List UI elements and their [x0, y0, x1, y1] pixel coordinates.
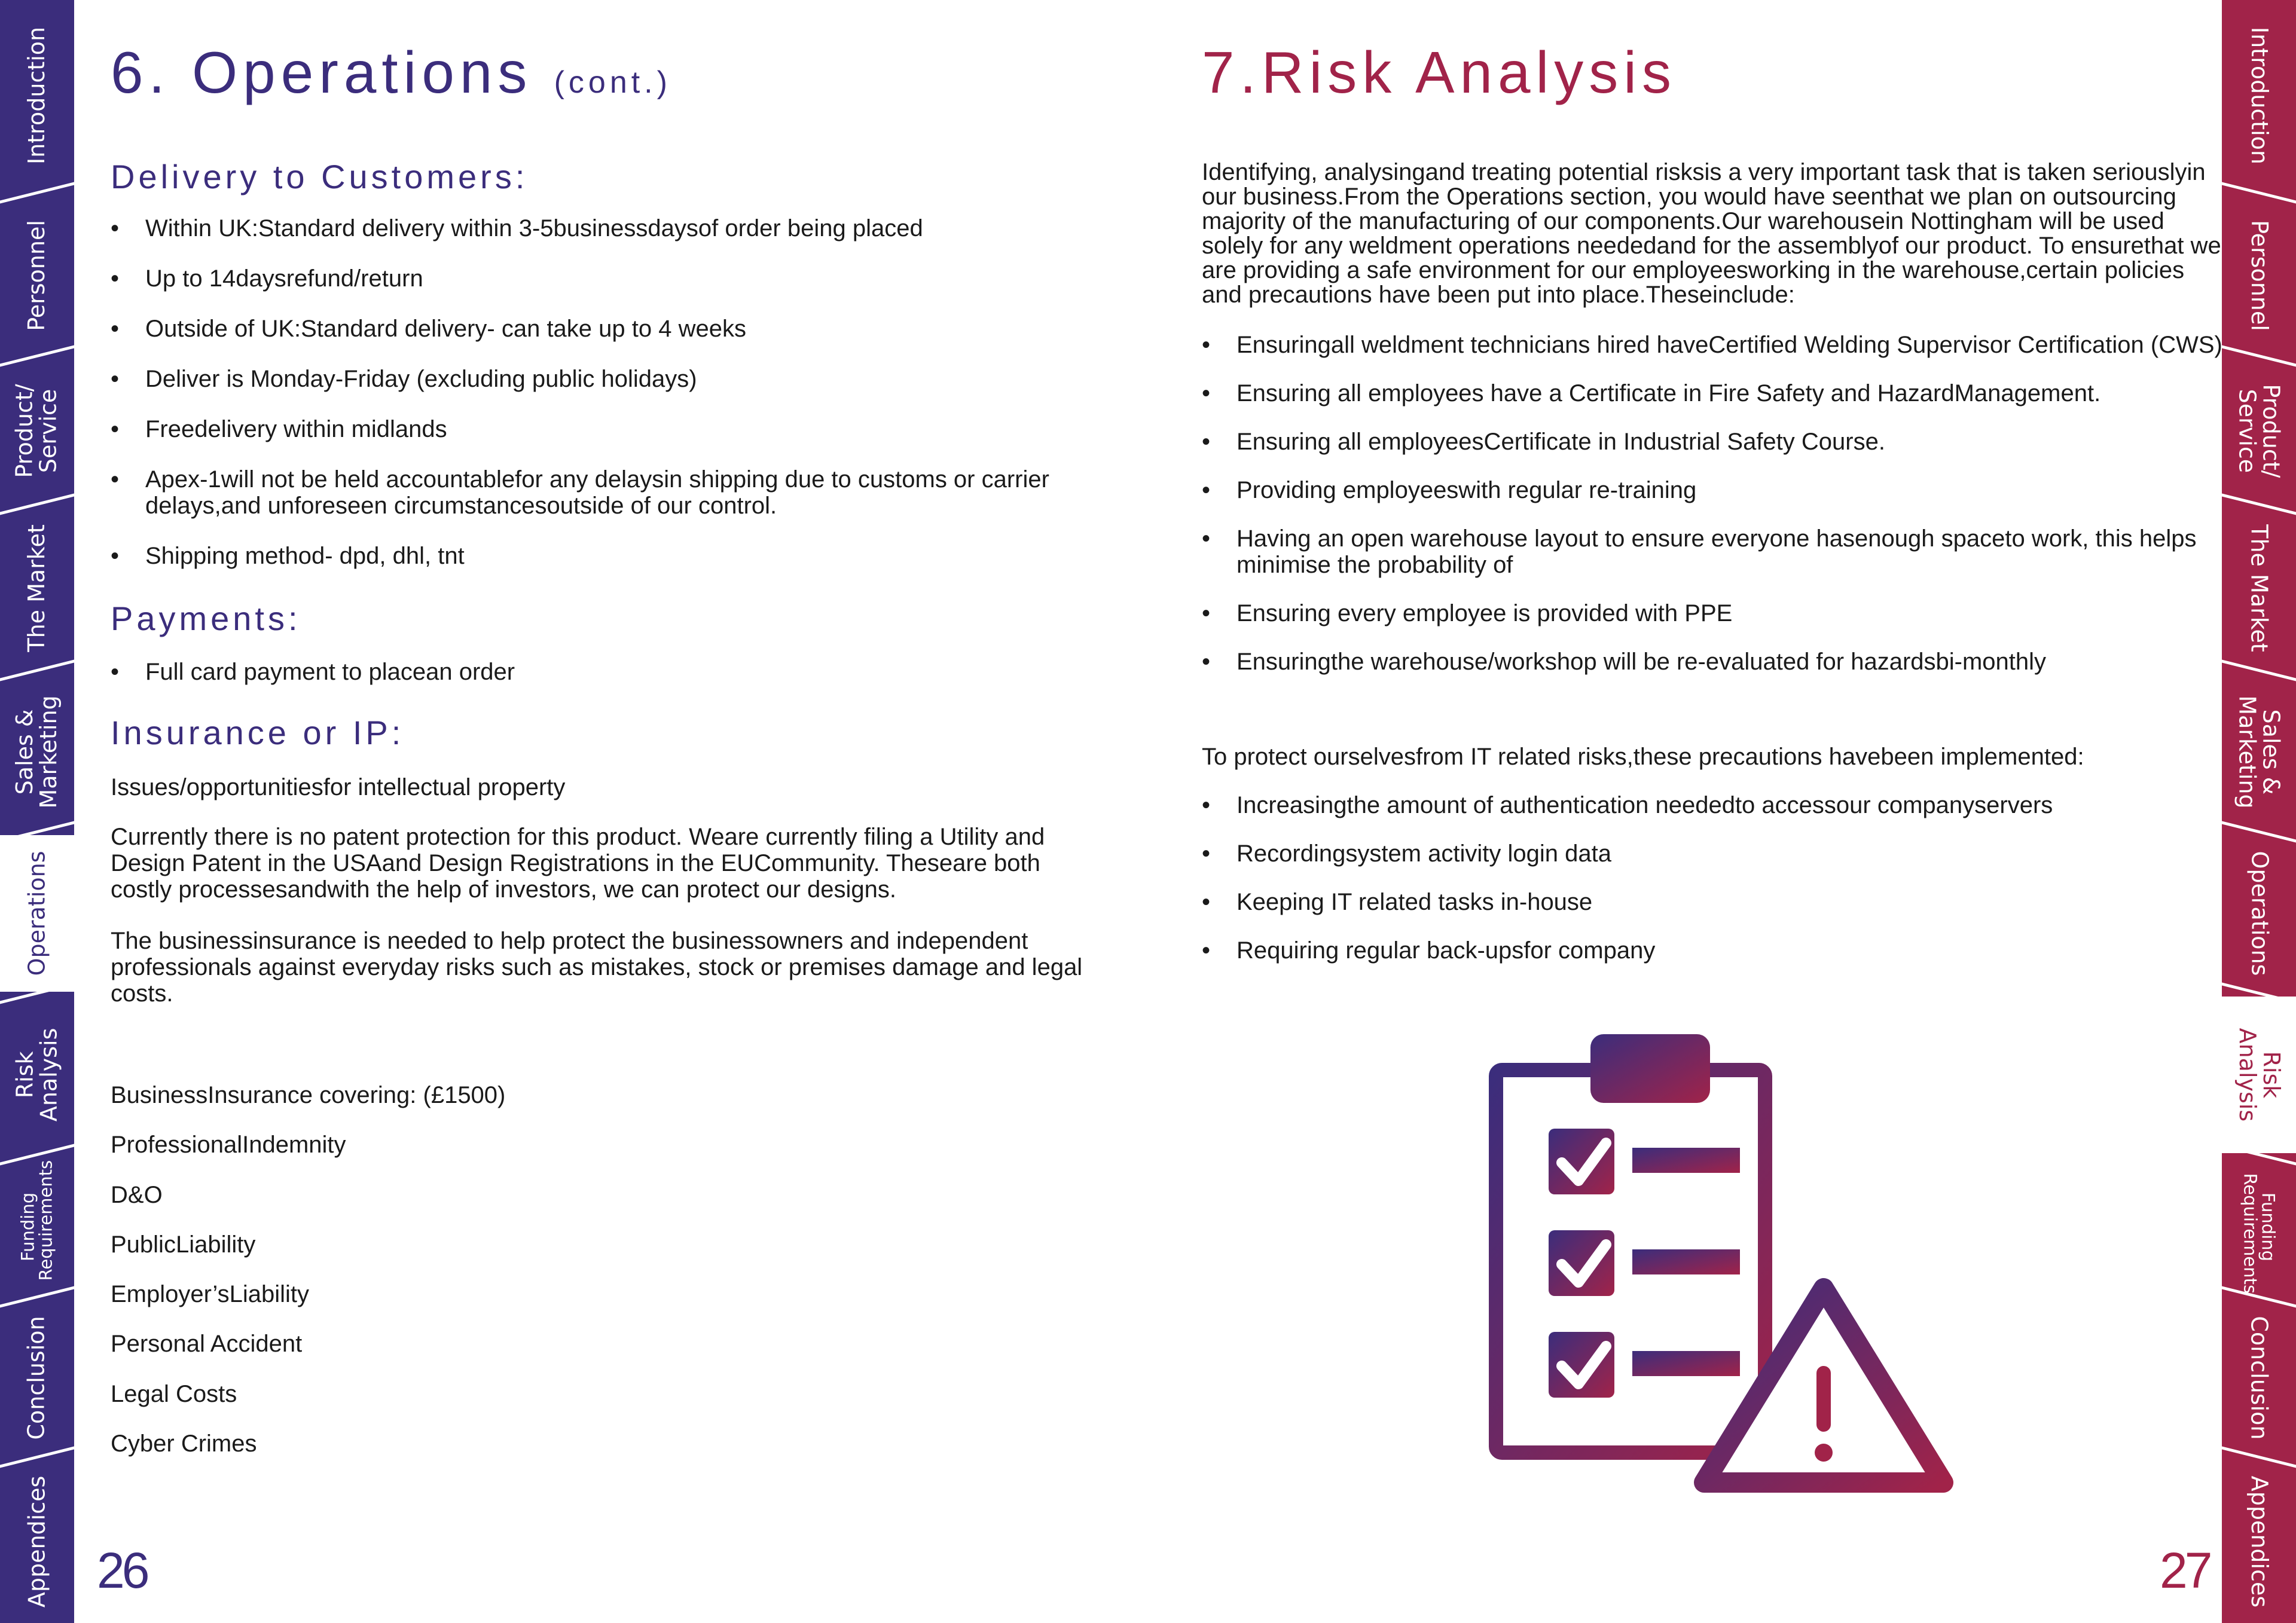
list-item: • Freedelivery within midlands [111, 416, 1067, 442]
coverage-item: PublicLiability [111, 1231, 256, 1258]
insurance-heading: Insurance or IP: [111, 714, 405, 751]
list-item: • Ensuringall weldment technicians hired haveCertified Welding Supervisor Certification (CWS) [1202, 332, 2224, 358]
list-item: • Full card payment to placean order [111, 659, 1067, 685]
list-item: • Keeping IT related tasks in-house [1202, 889, 2224, 915]
coverage-item: Employer’sLiability [111, 1281, 309, 1307]
risk-list [1202, 332, 2224, 675]
page-number: 26 [97, 1542, 147, 1598]
risk-intro: Identifying, analysingand treating potential risksis a very important task that is taken seriouslyin our business.From the Operations section, you would have seenthat we plan on outsourcing majority of the manufacturing of our components.Our warehousein Nottingham will be used solely for any weldment operations neededand for the assemblyof our product. To ensurethat we are providing a safe environment for our employeesworking in the warehouse,certain policies and precautions have been put into place.Theseinclude: [1202, 159, 2221, 308]
list-item: • Ensuring all employees have a Certificate in Fire Safety and HazardManagement. [1202, 380, 2224, 406]
tab-funding-requirements[interactable]: Funding Requirements [2240, 1173, 2279, 1294]
clipboard-checklist-warning-icon [1489, 1028, 1955, 1500]
list-item: • Outside of UK:Standard delivery- can take up to 4 weeks [111, 316, 1067, 342]
tab-the-market[interactable]: The Market [2246, 524, 2273, 652]
tab-introduction[interactable]: Introduction [23, 26, 50, 165]
tab-personnel[interactable]: Personnel [23, 219, 50, 331]
insurance-paragraph: The businessinsurance is needed to help protect the businessowners and independent professionals against everyday risks such as mistakes, stock or premises damage and legal costs. [111, 928, 1083, 1007]
payments-heading: Payments: [111, 600, 301, 637]
delivery-list [111, 215, 1067, 569]
title-suffix: (cont.) [554, 65, 671, 100]
tab-introduction[interactable]: Introduction [2246, 26, 2273, 165]
list-item: • Providing employeeswith regular re-training [1202, 477, 2224, 503]
tab-conclusion[interactable]: Conclusion [2246, 1316, 2273, 1440]
list-item: • Increasingthe amount of authentication neededto accessour companyservers [1202, 792, 2224, 818]
list-item: • Requiring regular back-upsfor company [1202, 937, 2224, 964]
coverage-title: BusinessInsurance covering: (£1500) [111, 1082, 506, 1108]
page-number: 27 [2160, 1542, 2210, 1598]
coverage-item: ProfessionalIndemnity [111, 1132, 346, 1158]
list-item: • Ensuringthe warehouse/workshop will be re-evaluated for hazardsbi-monthly [1202, 649, 2224, 675]
page-title-risk-analysis: 7.Risk Analysis [1202, 39, 1677, 105]
tab-risk-analysis[interactable]: Risk Analysis [2222, 997, 2296, 1153]
list-item: • Recordingsystem activity login data [1202, 840, 2224, 867]
tab-risk-analysis[interactable]: Risk Analysis [11, 1028, 62, 1122]
coverage-item: Personal Accident [111, 1331, 303, 1357]
list-item: • Ensuring all employeesCertificate in Industrial Safety Course. [1202, 429, 2224, 455]
coverage-item: Cyber Crimes [111, 1431, 257, 1457]
tab-sales-marketing[interactable]: Sales & Marketing [11, 695, 62, 809]
left-section-tabs [0, 0, 74, 1623]
ip-subtitle: Issues/opportunitiesfor intellectual property [111, 774, 566, 800]
tab-operations[interactable]: Operations [2246, 851, 2273, 976]
tab-funding-requirements[interactable]: Funding Requirements [17, 1160, 56, 1280]
list-item: • Shipping method- dpd, dhl, tnt [111, 543, 1067, 569]
list-item: • Ensuring every employee is provided with PPE [1202, 600, 2224, 626]
tab-product-service[interactable]: Product/ Service [11, 384, 62, 478]
tab-operations[interactable]: Operations [0, 835, 74, 992]
list-item: • Apex-1will not be held accountablefor any delaysin shipping due to customs or carrier delays,and unforeseen circumstancesoutside of our control. [111, 466, 1067, 519]
right-section-tabs [2222, 0, 2296, 1623]
it-intro: To protect ourselvesfrom IT related risks,these precautions havebeen implemented: [1202, 744, 2084, 770]
tab-conclusion[interactable]: Conclusion [23, 1316, 50, 1440]
ip-paragraph: Currently there is no patent protection for this product. Weare currently filing a Utility and Design Patent in the USAand Design Registrations in the EUCommunity. Theseare both costly processesandwith the help of investors, we can protect our designs. [111, 824, 1045, 903]
list-item: • Having an open warehouse layout to ensure everyone hasenough spaceto work, this helps minimise the probability of [1202, 525, 2224, 578]
page-title-operations: 6. Operations (cont.) [111, 39, 671, 105]
tab-appendices[interactable]: Appendices [2246, 1475, 2273, 1608]
coverage-item: Legal Costs [111, 1381, 237, 1407]
tab-sales-marketing[interactable]: Sales & Marketing [2234, 695, 2285, 809]
list-item: • Deliver is Monday-Friday (excluding public holidays) [111, 366, 1067, 392]
tab-the-market[interactable]: The Market [23, 524, 50, 652]
it-list [1202, 792, 2224, 964]
coverage-item: D&O [111, 1182, 163, 1208]
tab-product-service[interactable]: Product/ Service [2234, 384, 2285, 478]
list-item: • Up to 14daysrefund/return [111, 265, 1067, 292]
tab-appendices[interactable]: Appendices [23, 1475, 50, 1608]
payments-list [111, 659, 1067, 685]
list-item: • Within UK:Standard delivery within 3-5businessdaysof order being placed [111, 215, 1067, 242]
delivery-heading: Delivery to Customers: [111, 158, 529, 195]
tab-personnel[interactable]: Personnel [2246, 219, 2273, 331]
